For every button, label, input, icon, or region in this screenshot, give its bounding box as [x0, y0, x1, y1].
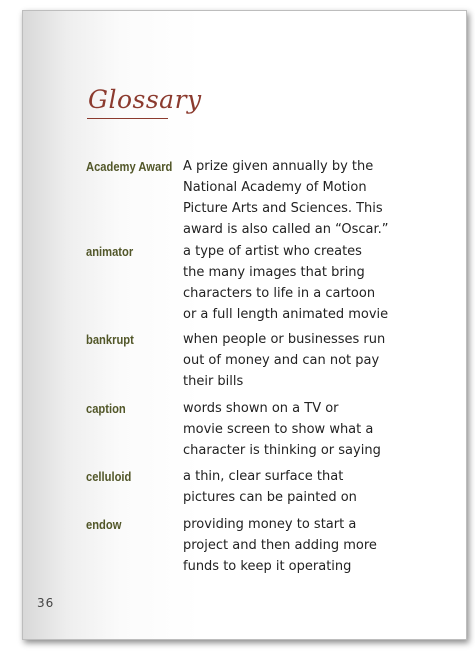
definition-line: or a full length animated movie [183, 307, 389, 322]
glossary-term: endow [86, 517, 122, 532]
definition-line: characters to life in a cartoon [183, 286, 376, 301]
glossary-term: bankrupt [86, 332, 134, 347]
definition-line: project and then adding more [183, 538, 377, 553]
glossary-definition [183, 514, 423, 577]
glossary-definition [183, 398, 423, 461]
book-page [22, 10, 467, 640]
definition-line: words shown on a TV or [183, 401, 339, 416]
definition-line: when people or businesses run [183, 332, 386, 347]
definition-line: National Academy of Motion [183, 180, 367, 195]
glossary-definition [183, 241, 423, 325]
glossary-title: Glossary [88, 85, 202, 114]
glossary-definition [183, 466, 423, 508]
glossary-definition [183, 156, 423, 240]
definition-line: award is also called an “Oscar.” [183, 222, 389, 237]
glossary-term: caption [86, 401, 126, 416]
definition-line: character is thinking or saying [183, 443, 381, 458]
definition-line: movie screen to show what a [183, 422, 374, 437]
definition-line: the many images that bring [183, 265, 365, 280]
definition-line: their bills [183, 374, 244, 389]
definition-line: A prize given annually by the [183, 159, 374, 174]
definition-line: funds to keep it operating [183, 559, 352, 574]
title-underline [87, 118, 168, 119]
definition-line: providing money to start a [183, 517, 357, 532]
definition-line: pictures can be painted on [183, 490, 357, 505]
page-number: 36 [37, 596, 55, 610]
definition-line: out of money and can not pay [183, 353, 380, 368]
glossary-term: celluloid [86, 469, 132, 484]
glossary-term: animator [86, 244, 134, 259]
glossary-definition [183, 329, 423, 392]
definition-line: Picture Arts and Sciences. This [183, 201, 383, 216]
glossary-term: Academy Award [86, 159, 173, 174]
definition-line: a thin, clear surface that [183, 469, 344, 484]
definition-line: a type of artist who creates [183, 244, 362, 259]
